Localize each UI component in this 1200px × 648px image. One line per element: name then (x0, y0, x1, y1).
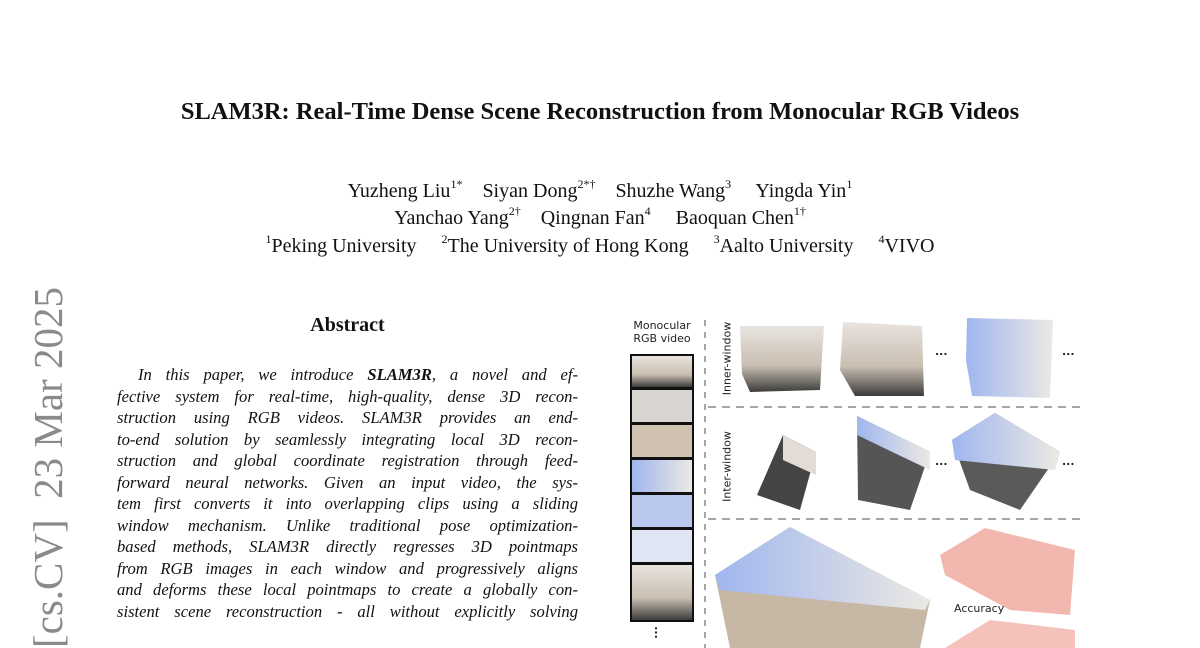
abstract-line: from RGB images in each window and progressively aligns (117, 558, 578, 578)
abstract-line: and deforms these local pointmaps to create a globally con- (117, 580, 578, 599)
accuracy-label: Accuracy (954, 602, 1005, 615)
abstract-line: struction and global coordinate registration through feed- (117, 451, 578, 470)
affiliation: $^4$VIVO (878, 232, 935, 257)
abstract-line: window mechanism. Unlike traditional pose optimization- (117, 515, 578, 535)
author: Baoquan Chen$^{1\dagger}$ (675, 204, 806, 229)
inner-window-reconstructions (740, 318, 1053, 398)
abstract-line: forward neural networks. Given an input video, the sys- (117, 472, 578, 492)
affiliation: $^3$Aalto University (713, 232, 854, 257)
abstract-line: fective system for real-time, high-quality, dense 3D recon- (117, 386, 578, 406)
final-reconstruction (715, 527, 930, 648)
author: Siyan Dong$^{2*\dagger}$ (482, 177, 596, 202)
ellipsis: ... (935, 455, 948, 468)
teaser-figure (600, 310, 1100, 648)
authors-line-2 (0, 204, 1200, 230)
abstract-body (117, 364, 578, 622)
author: Qingnan Fan$^4$ (540, 204, 651, 229)
figure-graphics (600, 310, 1100, 648)
author: Shuzhe Wang$^3$ (615, 177, 732, 202)
author: Yanchao Yang$^{2\dagger}$ (394, 204, 521, 229)
affiliations (0, 232, 1200, 258)
accuracy-heatmaps (940, 528, 1075, 648)
abstract-line: In this paper, we introduce SLAM3R, a novel and ef- (138, 365, 578, 384)
paper-title: SLAM3R: Real-Time Dense Scene Reconstruction from Monocular RGB Videos (180, 98, 1020, 125)
abstract-line: tem first converts it into overlapping clips using a sliding (117, 494, 578, 513)
ellipsis: ... (935, 345, 948, 358)
author: Yingda Yin$^1$ (755, 177, 853, 202)
ellipsis: ... (1062, 455, 1075, 468)
abstract-line: based methods, SLAM3R directly regresses 3D pointmaps (117, 537, 578, 556)
row-label-inter-window: Inter-window (720, 431, 734, 502)
inter-window-reconstructions (757, 413, 1060, 510)
video-frames (630, 354, 694, 622)
affiliation: $^1$Peking University (265, 232, 417, 257)
row-label-inner-window: Inner-window (720, 321, 734, 396)
ellipsis: ... (651, 626, 665, 639)
abstract-line: sistent scene reconstruction - all without explicitly solving (117, 601, 578, 621)
abstract-heading: Abstract (310, 314, 385, 336)
arxiv-stamp: [cs.CV] 23 Mar 2025 (25, 287, 71, 648)
ellipsis: ... (1062, 345, 1075, 358)
video-label: Monocular RGB video (633, 319, 691, 345)
abstract-line: to-end solution by seamlessly integrating local 3D recon- (117, 429, 578, 449)
authors-line-1 (0, 177, 1200, 203)
affiliation: $^2$The University of Hong Kong (441, 232, 689, 257)
author: Yuzheng Liu$^{1*}$ (347, 177, 463, 202)
abstract-line: struction using RGB videos. SLAM3R provides an end- (117, 408, 578, 427)
